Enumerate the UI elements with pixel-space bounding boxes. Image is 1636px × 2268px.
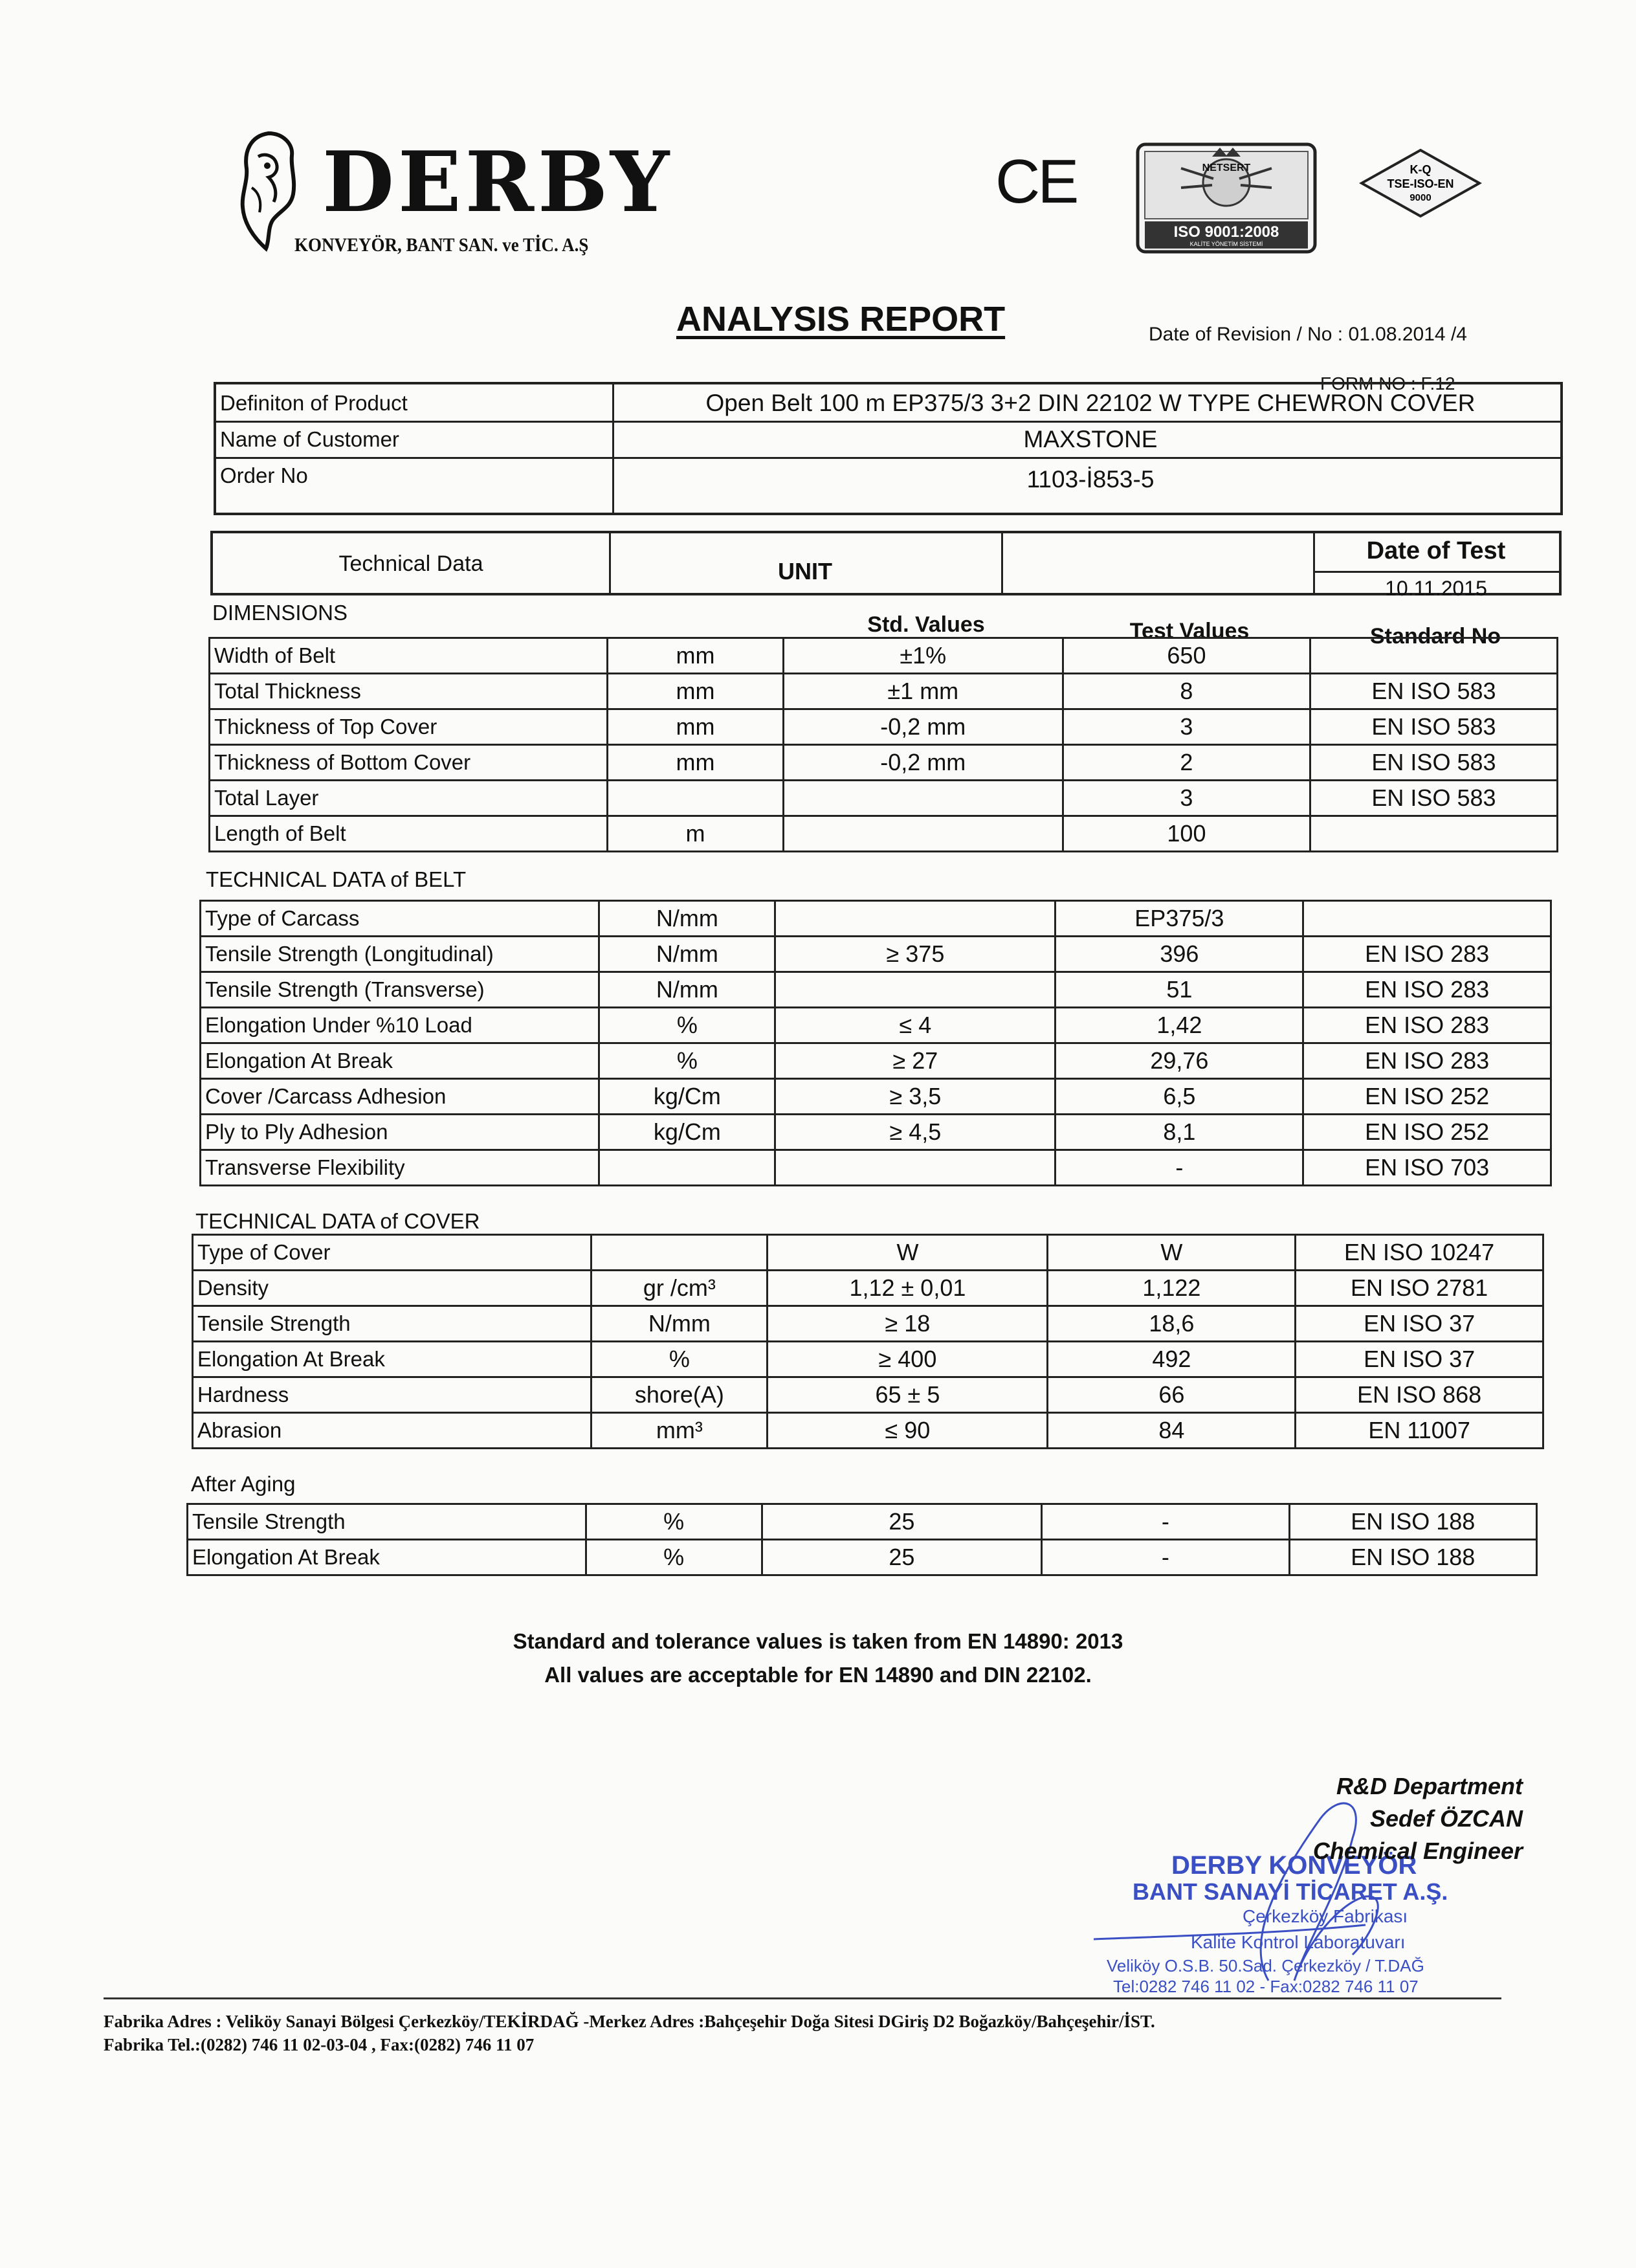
row-label: Hardness xyxy=(193,1377,591,1413)
cell-unit xyxy=(599,1150,775,1186)
table-row xyxy=(188,1504,1537,1540)
cell-unit: N/mm xyxy=(599,972,775,1008)
cell-test: 29,76 xyxy=(1056,1043,1303,1079)
cell-standard: EN ISO 252 xyxy=(1303,1079,1551,1115)
table-row xyxy=(193,1342,1543,1377)
stamp-line3: Çerkezköy Fabrikası xyxy=(1243,1906,1408,1926)
row-label: Elongation At Break xyxy=(193,1342,591,1377)
unit-header: UNIT xyxy=(778,558,832,584)
signature-block xyxy=(1313,1770,1523,1867)
row-label: Type of Carcass xyxy=(201,901,599,937)
stamp-line4: Kalite Kontrol Laboratuvarı xyxy=(1191,1932,1406,1952)
revision-info: Date of Revision / No : 01.08.2014 /4 xyxy=(1149,324,1467,345)
product-definition-row xyxy=(216,384,1560,423)
table-row xyxy=(193,1413,1543,1449)
table-row xyxy=(193,1377,1543,1413)
row-label: Tensile Strength (Longitudinal) xyxy=(201,937,599,972)
cell-unit: % xyxy=(599,1043,775,1079)
customer-value: MAXSTONE xyxy=(1023,426,1158,452)
table-row xyxy=(188,1540,1537,1575)
cell-test: 2 xyxy=(1063,745,1310,781)
date-of-test-label: Date of Test xyxy=(1366,537,1506,564)
row-label: Width of Belt xyxy=(210,638,608,674)
footer-phone: Fabrika Tel.:(0282) 746 11 02-03-04 , Fax:(0282) 746 11 07 xyxy=(104,2035,535,2054)
cell-test: 396 xyxy=(1056,937,1303,972)
cell-test: - xyxy=(1056,1150,1303,1186)
row-label: Density xyxy=(193,1271,591,1306)
cell-std: 25 xyxy=(762,1504,1042,1540)
cell-std: ≤ 90 xyxy=(768,1413,1048,1449)
row-label: Tensile Strength xyxy=(193,1306,591,1342)
belt-table xyxy=(199,900,1552,1186)
cell-std xyxy=(775,901,1056,937)
table-row xyxy=(193,1306,1543,1342)
cell-unit: % xyxy=(591,1342,768,1377)
cell-standard: EN ISO 188 xyxy=(1289,1540,1536,1575)
cell-std xyxy=(775,972,1056,1008)
product-definition-label: Definiton of Product xyxy=(220,391,408,415)
cell-unit: N/mm xyxy=(599,901,775,937)
stamp-line1: DERBY KONVEYÖR xyxy=(1171,1851,1417,1880)
cell-unit: % xyxy=(586,1540,762,1575)
order-value: 1103-İ853-5 xyxy=(1026,466,1155,493)
cell-test: 492 xyxy=(1048,1342,1296,1377)
cell-unit: gr /cm³ xyxy=(591,1271,768,1306)
cell-test: 650 xyxy=(1063,638,1310,674)
cell-standard: EN ISO 283 xyxy=(1303,1008,1551,1043)
aging-table xyxy=(186,1503,1538,1576)
row-label: Elongation Under %10 Load xyxy=(201,1008,599,1043)
row-label: Tensile Strength xyxy=(188,1504,586,1540)
cell-std: ≥ 375 xyxy=(775,937,1056,972)
cell-std xyxy=(775,1150,1056,1186)
cell-standard: EN ISO 703 xyxy=(1303,1150,1551,1186)
ce-mark: CE xyxy=(995,147,1077,216)
cell-unit: shore(A) xyxy=(591,1377,768,1413)
cell-unit: m xyxy=(608,816,783,852)
cell-standard: EN ISO 283 xyxy=(1303,937,1551,972)
cell-std: ≥ 3,5 xyxy=(775,1079,1056,1115)
standard-no-header: Standard No xyxy=(1369,624,1501,649)
cell-standard: EN ISO 2781 xyxy=(1296,1271,1543,1306)
std-values-header: Std. Values xyxy=(867,612,985,637)
cell-unit: mm xyxy=(608,674,783,709)
cell-unit: kg/Cm xyxy=(599,1115,775,1150)
customer-label: Name of Customer xyxy=(220,427,399,451)
order-row xyxy=(216,457,1560,515)
cover-section-label: TECHNICAL DATA of COVER xyxy=(195,1209,480,1233)
stamp-line6: Tel:0282 746 11 02 - Fax:0282 746 11 07 xyxy=(1113,1977,1419,1996)
cell-unit: N/mm xyxy=(599,937,775,972)
cell-unit: kg/Cm xyxy=(599,1079,775,1115)
row-label: Elongation At Break xyxy=(201,1043,599,1079)
table-row xyxy=(201,937,1551,972)
company-subtitle: KONVEYÖR, BANT SAN. ve TİC. A.Ş xyxy=(294,234,589,256)
note-line-2: All values are acceptable for EN 14890 and DIN 22102. xyxy=(544,1663,1092,1687)
cell-std xyxy=(783,816,1063,852)
cell-std: -0,2 mm xyxy=(783,709,1063,745)
horse-head-logo-icon xyxy=(236,129,301,252)
cover-table xyxy=(192,1234,1544,1449)
cell-std: 25 xyxy=(762,1540,1042,1575)
cell-test: - xyxy=(1042,1540,1289,1575)
row-label: Ply to Ply Adhesion xyxy=(201,1115,599,1150)
cell-test: 8 xyxy=(1063,674,1310,709)
technical-data-header: Technical Data xyxy=(338,551,483,576)
kq-line1: K-Q xyxy=(1409,163,1432,176)
cell-test: EP375/3 xyxy=(1056,901,1303,937)
cell-standard: EN ISO 37 xyxy=(1296,1306,1543,1342)
row-label: Thickness of Top Cover xyxy=(210,709,608,745)
cell-std: -0,2 mm xyxy=(783,745,1063,781)
aging-section-label: After Aging xyxy=(191,1472,296,1496)
cell-std: ±1 mm xyxy=(783,674,1063,709)
cell-std: 65 ± 5 xyxy=(768,1377,1048,1413)
customer-row xyxy=(216,421,1560,459)
cell-standard: EN ISO 37 xyxy=(1296,1342,1543,1377)
cert-iso-subtext: KALİTE YÖNETİM SİSTEMİ xyxy=(1189,241,1263,247)
cell-unit: % xyxy=(586,1504,762,1540)
row-label: Elongation At Break xyxy=(188,1540,586,1575)
cell-unit: N/mm xyxy=(591,1306,768,1342)
product-definition-value: Open Belt 100 m EP375/3 3+2 DIN 22102 W TYPE CHEWRON COVER xyxy=(705,390,1476,416)
row-label: Total Layer xyxy=(210,781,608,816)
cell-test: 6,5 xyxy=(1056,1079,1303,1115)
cell-test: 3 xyxy=(1063,709,1310,745)
tse-kq-certificate-icon xyxy=(1359,148,1482,219)
report-title: ANALYSIS REPORT xyxy=(676,300,1006,339)
belt-section-label: TECHNICAL DATA of BELT xyxy=(206,867,467,891)
company-logo-text: DERBY xyxy=(322,134,674,231)
footer-divider xyxy=(104,1997,1501,1999)
cell-test: 100 xyxy=(1063,816,1310,852)
table-row xyxy=(201,1115,1551,1150)
table-row xyxy=(210,638,1558,674)
cell-unit: mm xyxy=(608,709,783,745)
table-row xyxy=(210,816,1558,852)
row-label: Transverse Flexibility xyxy=(201,1150,599,1186)
cell-std: ≥ 4,5 xyxy=(775,1115,1056,1150)
cell-standard: EN ISO 583 xyxy=(1310,781,1557,816)
cell-standard: EN ISO 283 xyxy=(1303,972,1551,1008)
cell-standard xyxy=(1303,901,1551,937)
cell-standard xyxy=(1310,816,1557,852)
cell-unit: mm³ xyxy=(591,1413,768,1449)
table-row xyxy=(201,1043,1551,1079)
cell-standard: EN ISO 188 xyxy=(1289,1504,1536,1540)
cell-unit xyxy=(591,1235,768,1271)
cell-test: 8,1 xyxy=(1056,1115,1303,1150)
cell-test: 66 xyxy=(1048,1377,1296,1413)
cell-unit: mm xyxy=(608,745,783,781)
cell-std: ≥ 27 xyxy=(775,1043,1056,1079)
cell-unit: mm xyxy=(608,638,783,674)
cell-test: 1,122 xyxy=(1048,1271,1296,1306)
kq-line2: TSE-ISO-EN xyxy=(1387,177,1454,190)
table-row xyxy=(201,901,1551,937)
table-row xyxy=(210,709,1558,745)
cell-standard: EN ISO 583 xyxy=(1310,709,1557,745)
signature-department: R&D Department xyxy=(1336,1773,1523,1799)
table-row xyxy=(210,781,1558,816)
note-line-1: Standard and tolerance values is taken from EN 14890: 2013 xyxy=(513,1629,1123,1653)
stamp-line2: BANT SANAYİ TİCARET A.Ş. xyxy=(1133,1878,1448,1905)
row-label: Abrasion xyxy=(193,1413,591,1449)
cert-iso-text: ISO 9001:2008 xyxy=(1173,223,1279,241)
cell-test: 1,42 xyxy=(1056,1008,1303,1043)
table-row xyxy=(201,1008,1551,1043)
row-label: Cover /Carcass Adhesion xyxy=(201,1079,599,1115)
cell-std: ≤ 4 xyxy=(775,1008,1056,1043)
table-row xyxy=(201,972,1551,1008)
netsert-iso-certificate-icon xyxy=(1136,142,1317,254)
dimensions-table xyxy=(208,637,1558,852)
form-number: FORM NO : F.12 xyxy=(1320,373,1455,394)
cert-top-text: NETSERT xyxy=(1202,162,1251,173)
signature-role: Chemical Engineer xyxy=(1312,1838,1523,1864)
table-row xyxy=(210,674,1558,709)
cell-test: - xyxy=(1042,1504,1289,1540)
row-label: Thickness of Bottom Cover xyxy=(210,745,608,781)
row-label: Length of Belt xyxy=(210,816,608,852)
cell-test: 18,6 xyxy=(1048,1306,1296,1342)
cell-standard: EN ISO 868 xyxy=(1296,1377,1543,1413)
cell-test: 51 xyxy=(1056,972,1303,1008)
cell-test: W xyxy=(1048,1235,1296,1271)
cell-standard xyxy=(1310,638,1557,674)
cell-standard: EN ISO 583 xyxy=(1310,745,1557,781)
kq-line3: 9000 xyxy=(1409,192,1432,203)
order-label: Order No xyxy=(220,463,308,487)
cell-standard: EN ISO 283 xyxy=(1303,1043,1551,1079)
cell-standard: EN ISO 10247 xyxy=(1296,1235,1543,1271)
cell-standard: EN ISO 583 xyxy=(1310,674,1557,709)
table-row xyxy=(193,1271,1543,1306)
cell-unit xyxy=(608,781,783,816)
row-label: Tensile Strength (Transverse) xyxy=(201,972,599,1008)
product-info-table xyxy=(214,382,1563,515)
stamp-line5: Veliköy O.S.B. 50.Sad. Çerkezköy / T.DAĞ xyxy=(1107,1956,1424,1975)
dimensions-section-label: DIMENSIONS xyxy=(212,601,348,625)
date-of-test-value: 10.11.2015 xyxy=(1313,571,1559,601)
signature-name: Sedef ÖZCAN xyxy=(1369,1805,1523,1832)
cell-test: 84 xyxy=(1048,1413,1296,1449)
row-label: Total Thickness xyxy=(210,674,608,709)
cell-std: 1,12 ± 0,01 xyxy=(768,1271,1048,1306)
cell-std: ≥ 18 xyxy=(768,1306,1048,1342)
cell-unit: % xyxy=(599,1008,775,1043)
cell-test: 3 xyxy=(1063,781,1310,816)
table-row xyxy=(201,1079,1551,1115)
cell-std xyxy=(783,781,1063,816)
table-row xyxy=(210,745,1558,781)
table-row xyxy=(193,1235,1543,1271)
cell-std: ≥ 400 xyxy=(768,1342,1048,1377)
cell-std: W xyxy=(768,1235,1048,1271)
cell-std: ±1% xyxy=(783,638,1063,674)
row-label: Type of Cover xyxy=(193,1235,591,1271)
table-row xyxy=(201,1150,1551,1186)
cell-standard: EN 11007 xyxy=(1296,1413,1543,1449)
cell-standard: EN ISO 252 xyxy=(1303,1115,1551,1150)
test-values-header: Test Values xyxy=(1129,619,1250,643)
test-header-table xyxy=(210,531,1562,600)
footer-address: Fabrika Adres : Veliköy Sanayi Bölgesi Çerkezköy/TEKİRDAĞ -Merkez Adres :Bahçeşehir Doğa Sitesi DGiriş D2 Boğazköy/Bahçeşehir/İST. xyxy=(104,2012,1155,2031)
